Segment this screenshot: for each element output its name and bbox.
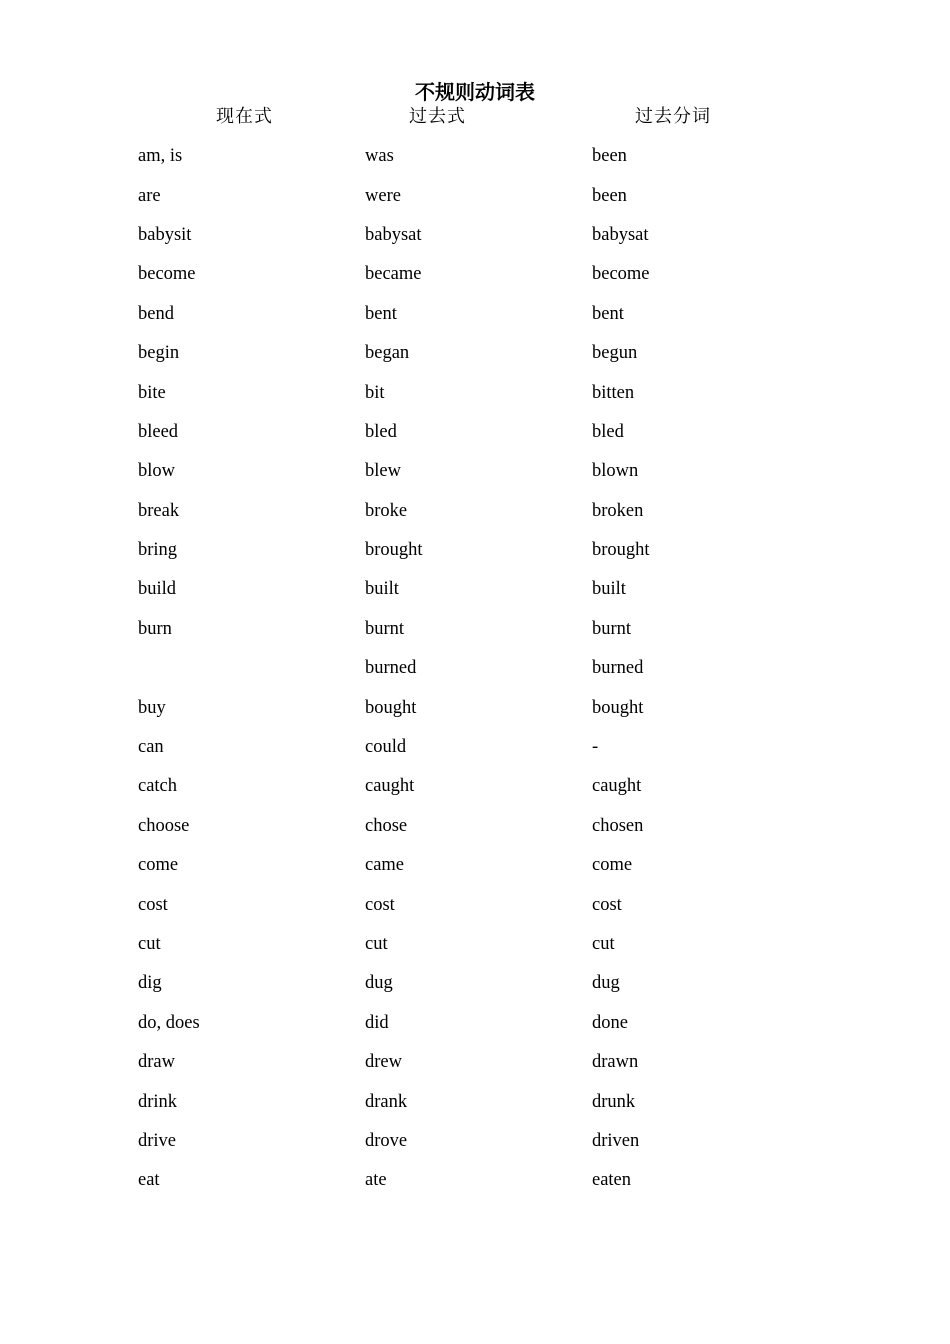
present-tense-cell: blow — [138, 461, 175, 482]
table-row — [138, 688, 792, 727]
past-participle-cell: become — [592, 264, 650, 285]
past-tense-cell: bit — [365, 382, 385, 403]
header-past-participle: 过去分词 — [635, 106, 711, 127]
present-tense-cell: bend — [138, 303, 174, 324]
table-row — [138, 176, 792, 215]
past-participle-cell: bought — [592, 697, 644, 718]
present-tense-cell: bleed — [138, 421, 179, 442]
past-tense-cell: dug — [365, 973, 393, 994]
present-tense-cell: become — [138, 264, 196, 285]
page-title: 不规则动词表 — [415, 80, 535, 104]
past-participle-cell: blown — [592, 461, 639, 482]
past-participle-cell: drunk — [592, 1091, 636, 1112]
table-row — [138, 216, 792, 255]
past-participle-cell: broken — [592, 500, 644, 521]
table-row — [138, 728, 792, 767]
table-row — [138, 610, 792, 649]
past-tense-cell: cut — [365, 934, 388, 954]
past-tense-cell: babysat — [365, 224, 422, 245]
past-tense-cell: drew — [365, 1052, 402, 1073]
past-tense-cell: chose — [365, 815, 408, 836]
table-row — [138, 767, 792, 806]
table-row — [138, 846, 792, 885]
past-tense-cell: drove — [365, 1130, 408, 1151]
table-row — [138, 925, 792, 964]
past-tense-cell: came — [365, 855, 405, 876]
table-row — [138, 334, 792, 373]
table-row — [138, 295, 792, 334]
present-tense-cell: can — [138, 737, 164, 758]
past-participle-cell: begun — [592, 343, 638, 364]
table-row — [138, 1161, 792, 1200]
present-tense-cell: catch — [138, 776, 178, 797]
present-tense-cell: are — [138, 185, 161, 206]
present-tense-cell: come — [138, 855, 179, 876]
past-tense-cell: drank — [365, 1091, 408, 1112]
present-tense-cell: bring — [138, 540, 178, 561]
past-participle-cell: been — [592, 185, 627, 206]
past-tense-cell: broke — [365, 500, 408, 521]
past-participle-cell: dug — [592, 973, 620, 994]
past-participle-cell: cost — [592, 894, 622, 915]
table-row — [138, 964, 792, 1003]
table-row — [138, 885, 792, 924]
past-tense-cell: brought — [365, 540, 423, 561]
past-tense-cell: blew — [365, 461, 401, 482]
present-tense-cell: bite — [138, 382, 166, 403]
present-tense-cell: drive — [138, 1130, 177, 1151]
past-participle-cell: caught — [592, 776, 642, 797]
past-participle-cell: babysat — [592, 224, 649, 245]
past-tense-cell: built — [365, 579, 399, 600]
header-present-tense: 现在式 — [216, 106, 273, 127]
present-tense-cell: cut — [138, 934, 161, 954]
past-participle-cell: chosen — [592, 815, 644, 836]
past-tense-cell: bled — [365, 421, 397, 442]
present-tense-cell: buy — [138, 697, 166, 718]
past-tense-cell: were — [365, 185, 401, 206]
past-tense-cell: bent — [365, 303, 397, 324]
table-row — [138, 413, 792, 452]
present-tense-cell: eat — [138, 1170, 160, 1191]
header-past-tense: 过去式 — [409, 106, 466, 127]
past-tense-cell: could — [365, 737, 407, 758]
present-tense-cell: drink — [138, 1091, 178, 1112]
past-participle-cell: drawn — [592, 1052, 639, 1073]
past-participle-cell: bitten — [592, 382, 635, 403]
table-row — [138, 531, 792, 570]
past-participle-cell: built — [592, 579, 626, 600]
present-tense-cell: build — [138, 579, 177, 600]
past-participle-cell: brought — [592, 540, 650, 561]
past-participle-cell: bled — [592, 421, 624, 442]
past-tense-cell: bought — [365, 697, 417, 718]
table-row — [138, 807, 792, 846]
table-row — [138, 649, 792, 688]
table-row — [138, 137, 792, 176]
table-row — [138, 570, 792, 609]
past-participle-cell: cut — [592, 934, 615, 954]
present-tense-cell: begin — [138, 343, 180, 364]
past-participle-cell: been — [592, 146, 627, 167]
present-tense-cell: cost — [138, 894, 168, 915]
present-tense-cell: break — [138, 500, 180, 521]
present-tense-cell: do, does — [138, 1012, 200, 1033]
past-participle-cell: bent — [592, 303, 624, 324]
present-tense-cell: burn — [138, 618, 172, 639]
table-row — [138, 452, 792, 491]
past-participle-cell: eaten — [592, 1170, 632, 1191]
table-row — [138, 1082, 792, 1121]
past-participle-cell: done — [592, 1012, 628, 1033]
past-tense-cell: did — [365, 1012, 389, 1033]
past-tense-cell: was — [365, 146, 394, 167]
past-tense-cell: caught — [365, 776, 415, 797]
past-tense-cell: began — [365, 343, 410, 364]
present-tense-cell: dig — [138, 973, 162, 994]
past-tense-cell: cost — [365, 894, 395, 915]
past-participle-cell: come — [592, 855, 633, 876]
present-tense-cell: draw — [138, 1052, 175, 1073]
past-tense-cell: ate — [365, 1170, 387, 1191]
table-row — [138, 373, 792, 412]
table-row — [138, 1004, 792, 1043]
table-row — [138, 1122, 792, 1161]
table-row — [138, 492, 792, 531]
present-tense-cell: am, is — [138, 146, 183, 167]
past-tense-cell: burned — [365, 658, 417, 679]
present-tense-cell: choose — [138, 815, 190, 836]
past-participle-cell: driven — [592, 1130, 640, 1151]
past-tense-cell: burnt — [365, 618, 405, 639]
verb-table — [138, 137, 792, 1201]
past-participle-cell: burned — [592, 658, 644, 679]
past-tense-cell: became — [365, 264, 422, 285]
present-tense-cell: babysit — [138, 224, 192, 245]
past-participle-cell: - — [592, 737, 599, 758]
table-row — [138, 255, 792, 294]
past-participle-cell: burnt — [592, 618, 632, 639]
table-row — [138, 1043, 792, 1082]
